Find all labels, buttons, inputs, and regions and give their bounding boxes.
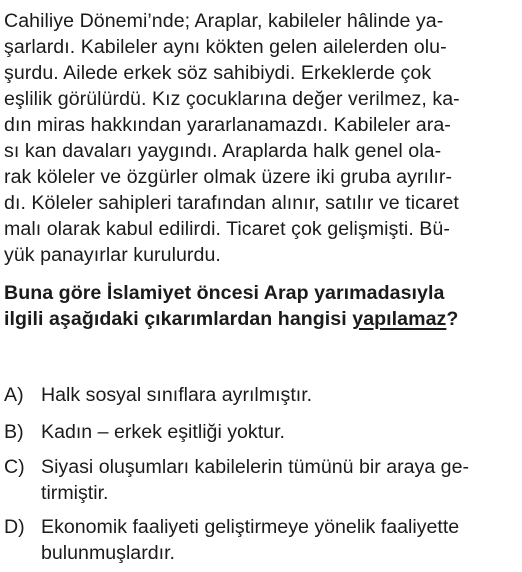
passage-line: yük panayırlar kurulurdu. [4, 244, 221, 266]
option-letter: C) [4, 456, 25, 478]
question-line-text: ilgili aşağıdaki çıkarımlardan hangisi [4, 308, 353, 330]
option-text: bulunmuşlardır. [41, 542, 175, 564]
passage-line: malı olarak kabul edilirdi. Ticaret çok gelişmişti. Bü- [4, 218, 450, 240]
option-letter: D) [4, 516, 25, 538]
passage-line: rak köleler ve özgürler olmak üzere iki gruba ayrılır- [4, 166, 453, 188]
passage-line: şarlardı. Kabileler aynı kökten gelen ailelerden olu- [4, 36, 447, 58]
option-text: Ekonomik faaliyeti geliştirmeye yönelik faaliyette [41, 516, 460, 538]
option-text: Kadın – erkek eşitliği yoktur. [41, 421, 285, 443]
question-line: Buna göre İslamiyet öncesi Arap yarımadasıyla [4, 282, 445, 304]
passage-line: sı kan davaları yaygındı. Araplarda halk genel ola- [4, 140, 442, 162]
question-line [4, 307, 458, 331]
option-letter: A) [4, 384, 24, 406]
passage-line: dı. Köleler sahipleri tarafından alınır, satılır ve ticaret [4, 192, 459, 214]
option-text: tirmiştir. [41, 482, 109, 504]
option-letter: B) [4, 421, 24, 443]
passage-line: Cahiliye Dönemi’nde; Araplar, kabileler hâlinde ya- [4, 10, 444, 32]
passage-line: dın miras hakkından yararlanamazdı. Kabileler ara- [4, 114, 451, 136]
question-emphasis: yapılamaz [352, 308, 447, 330]
passage-line: şurdu. Ailede erkek söz sahibiydi. Erkeklerde çok [4, 62, 432, 84]
question-mark: ? [446, 308, 459, 330]
option-text: Siyasi oluşumları kabilelerin tümünü bir araya ge- [41, 456, 469, 478]
option-text: Halk sosyal sınıflara ayrılmıştır. [41, 384, 313, 406]
passage-line: eşlilik görülürdü. Kız çocuklarına değer verilmez, ka- [4, 88, 460, 110]
